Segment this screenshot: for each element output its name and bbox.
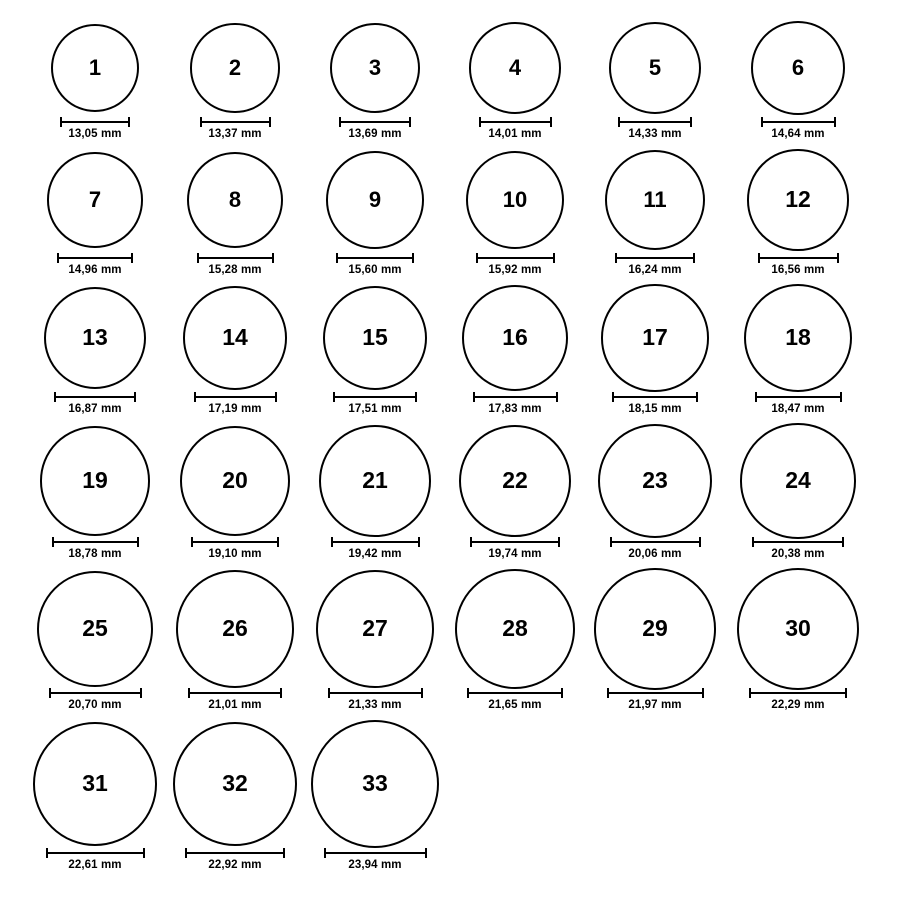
measure-line	[188, 692, 282, 694]
diameter-measure-bar	[476, 253, 555, 262]
measure-line	[194, 396, 277, 398]
measure-cap-left	[618, 117, 620, 127]
diameter-measure-bar	[60, 117, 130, 126]
diameter-measure-bar	[194, 392, 277, 401]
ring-size-number: 21	[362, 467, 388, 494]
diameter-measure-bar	[473, 392, 558, 401]
ring-circle	[751, 21, 845, 115]
measure-cap-left	[328, 688, 330, 698]
diameter-measure-bar	[615, 253, 695, 262]
measure-cap-left	[610, 537, 612, 547]
measure-cap-left	[200, 117, 202, 127]
diameter-measure-bar	[185, 848, 285, 857]
measure-line	[761, 121, 836, 123]
ring-circle	[598, 424, 712, 538]
ring-size-number: 31	[82, 770, 108, 797]
ring-size-number: 8	[228, 186, 242, 212]
measure-line	[336, 257, 414, 259]
measure-cap-right	[842, 537, 844, 547]
measure-line	[752, 541, 844, 543]
diameter-measure-bar	[336, 253, 414, 262]
diameter-label: 20,70 mm	[68, 699, 122, 711]
ring-size-number: 29	[642, 615, 668, 642]
measure-cap-left	[333, 392, 335, 402]
ring-size-number: 18	[785, 324, 811, 351]
measure-line	[328, 692, 423, 694]
measure-cap-right	[561, 688, 563, 698]
measure-cap-left	[57, 253, 59, 263]
measure-line	[46, 852, 145, 854]
diameter-measure-bar	[54, 392, 136, 401]
measure-cap-right	[137, 537, 139, 547]
ring-size-number: 20	[222, 467, 248, 494]
ring-circle	[319, 425, 431, 537]
diameter-measure-bar	[479, 117, 552, 126]
diameter-measure-bar	[191, 537, 279, 546]
ring-size-number: 23	[642, 467, 668, 494]
diameter-label: 19,42 mm	[348, 548, 402, 560]
measure-cap-right	[845, 688, 847, 698]
ring-size-number: 4	[508, 54, 522, 80]
measure-cap-right	[409, 117, 411, 127]
diameter-label: 17,51 mm	[348, 403, 402, 415]
measure-cap-right	[699, 537, 701, 547]
diameter-label: 14,64 mm	[771, 128, 825, 140]
diameter-label: 18,15 mm	[628, 403, 682, 415]
measure-cap-right	[837, 253, 839, 263]
ring-size-number: 30	[785, 615, 811, 642]
measure-cap-left	[46, 848, 48, 858]
measure-cap-right	[128, 117, 130, 127]
diameter-label: 14,01 mm	[488, 128, 542, 140]
measure-cap-left	[331, 537, 333, 547]
measure-line	[470, 541, 560, 543]
measure-line	[331, 541, 420, 543]
ring-circle	[459, 425, 572, 538]
ring-circle	[609, 22, 702, 115]
ring-size-number: 6	[791, 54, 805, 80]
measure-line	[476, 257, 555, 259]
measure-cap-left	[752, 537, 754, 547]
measure-line	[52, 541, 139, 543]
diameter-measure-bar	[324, 848, 427, 857]
measure-cap-right	[272, 253, 274, 263]
ring-circle	[180, 426, 291, 537]
ring-size-number: 25	[82, 615, 108, 642]
measure-cap-right	[418, 537, 420, 547]
measure-cap-left	[339, 117, 341, 127]
diameter-measure-bar	[749, 688, 847, 697]
ring-circle	[311, 720, 440, 849]
measure-cap-right	[140, 688, 142, 698]
ring-circle	[601, 284, 708, 391]
ring-size-number: 32	[222, 770, 248, 797]
diameter-label: 16,56 mm	[771, 264, 825, 276]
measure-line	[60, 121, 130, 123]
ring-size-number: 33	[362, 770, 388, 797]
measure-cap-right	[134, 392, 136, 402]
ring-circle	[462, 285, 568, 391]
diameter-measure-bar	[52, 537, 139, 546]
measure-cap-right	[277, 537, 279, 547]
measure-cap-left	[52, 537, 54, 547]
ring-circle	[455, 569, 575, 689]
ring-circle	[316, 570, 435, 689]
diameter-measure-bar	[610, 537, 701, 546]
diameter-label: 13,37 mm	[208, 128, 262, 140]
diameter-measure-bar	[755, 392, 842, 401]
measure-cap-right	[425, 848, 427, 858]
measure-cap-right	[412, 253, 414, 263]
measure-cap-left	[479, 117, 481, 127]
measure-cap-left	[476, 253, 478, 263]
ring-size-number: 2	[228, 54, 242, 80]
ring-size-number: 19	[82, 467, 108, 494]
measure-cap-right	[696, 392, 698, 402]
measure-cap-right	[550, 117, 552, 127]
diameter-measure-bar	[752, 537, 844, 546]
ring-circle	[323, 286, 428, 391]
measure-cap-left	[758, 253, 760, 263]
measure-cap-right	[275, 392, 277, 402]
diameter-label: 22,61 mm	[68, 859, 122, 871]
ring-circle	[47, 152, 142, 247]
ring-circle	[737, 568, 859, 690]
diameter-measure-bar	[188, 688, 282, 697]
measure-line	[57, 257, 133, 259]
measure-cap-left	[612, 392, 614, 402]
ring-size-number: 27	[362, 615, 388, 642]
ring-circle	[183, 286, 286, 389]
measure-cap-right	[558, 537, 560, 547]
ring-circle	[747, 149, 848, 250]
measure-cap-left	[749, 688, 751, 698]
ring-size-number: 14	[222, 324, 248, 351]
ring-circle	[44, 287, 146, 389]
measure-cap-right	[693, 253, 695, 263]
diameter-label: 21,65 mm	[488, 699, 542, 711]
diameter-label: 17,83 mm	[488, 403, 542, 415]
ring-size-number: 22	[502, 467, 528, 494]
measure-cap-left	[470, 537, 472, 547]
diameter-label: 15,28 mm	[208, 264, 262, 276]
measure-line	[755, 396, 842, 398]
diameter-measure-bar	[758, 253, 839, 262]
ring-circle	[187, 152, 283, 248]
measure-line	[324, 852, 427, 854]
measure-cap-left	[49, 688, 51, 698]
measure-line	[467, 692, 563, 694]
ring-circle	[40, 426, 149, 535]
ring-size-number: 15	[362, 324, 388, 351]
diameter-label: 21,33 mm	[348, 699, 402, 711]
measure-line	[185, 852, 285, 854]
measure-line	[200, 121, 271, 123]
ring-circle	[469, 22, 561, 114]
measure-cap-right	[280, 688, 282, 698]
ring-circle	[190, 23, 279, 112]
measure-line	[758, 257, 839, 259]
ring-size-number: 28	[502, 615, 528, 642]
measure-cap-left	[185, 848, 187, 858]
measure-cap-right	[834, 117, 836, 127]
diameter-measure-bar	[467, 688, 563, 697]
measure-cap-right	[556, 392, 558, 402]
diameter-label: 13,05 mm	[68, 128, 122, 140]
measure-cap-right	[283, 848, 285, 858]
measure-line	[197, 257, 274, 259]
diameter-label: 22,92 mm	[208, 859, 262, 871]
diameter-label: 20,38 mm	[771, 548, 825, 560]
diameter-label: 19,10 mm	[208, 548, 262, 560]
measure-cap-right	[131, 253, 133, 263]
diameter-measure-bar	[612, 392, 698, 401]
diameter-measure-bar	[46, 848, 145, 857]
ring-circle	[173, 722, 298, 847]
measure-cap-right	[269, 117, 271, 127]
measure-cap-left	[60, 117, 62, 127]
diameter-label: 15,60 mm	[348, 264, 402, 276]
measure-cap-left	[755, 392, 757, 402]
diameter-label: 14,33 mm	[628, 128, 682, 140]
diameter-label: 13,69 mm	[348, 128, 402, 140]
measure-line	[749, 692, 847, 694]
ring-circle	[466, 151, 565, 250]
measure-line	[618, 121, 692, 123]
ring-circle	[37, 571, 154, 688]
measure-line	[49, 692, 142, 694]
ring-circle	[33, 722, 157, 846]
diameter-measure-bar	[339, 117, 411, 126]
ring-circle	[605, 150, 705, 250]
measure-cap-left	[607, 688, 609, 698]
diameter-label: 21,97 mm	[628, 699, 682, 711]
diameter-measure-bar	[607, 688, 704, 697]
ring-size-number: 24	[785, 467, 811, 494]
measure-cap-left	[197, 253, 199, 263]
measure-cap-right	[702, 688, 704, 698]
diameter-measure-bar	[197, 253, 274, 262]
diameter-label: 18,78 mm	[68, 548, 122, 560]
measure-cap-left	[615, 253, 617, 263]
diameter-label: 16,87 mm	[68, 403, 122, 415]
measure-line	[54, 396, 136, 398]
diameter-label: 17,19 mm	[208, 403, 262, 415]
ring-circle	[594, 568, 715, 689]
ring-size-number: 3	[368, 54, 382, 80]
diameter-label: 16,24 mm	[628, 264, 682, 276]
measure-cap-right	[553, 253, 555, 263]
diameter-label: 18,47 mm	[771, 403, 825, 415]
measure-cap-right	[840, 392, 842, 402]
ring-circle	[740, 423, 855, 538]
ring-circle	[330, 23, 420, 113]
ring-circle	[326, 151, 424, 249]
measure-cap-left	[194, 392, 196, 402]
measure-line	[479, 121, 552, 123]
measure-line	[333, 396, 417, 398]
ring-size-number: 12	[785, 186, 811, 213]
diameter-label: 19,74 mm	[488, 548, 542, 560]
diameter-measure-bar	[49, 688, 142, 697]
measure-cap-left	[467, 688, 469, 698]
measure-cap-left	[188, 688, 190, 698]
measure-cap-left	[336, 253, 338, 263]
diameter-label: 21,01 mm	[208, 699, 262, 711]
measure-line	[473, 396, 558, 398]
diameter-label: 14,96 mm	[68, 264, 122, 276]
measure-line	[191, 541, 279, 543]
ring-size-number: 11	[643, 186, 667, 212]
measure-cap-left	[473, 392, 475, 402]
ring-circle	[744, 284, 852, 392]
measure-line	[607, 692, 704, 694]
diameter-label: 22,29 mm	[771, 699, 825, 711]
measure-cap-right	[421, 688, 423, 698]
measure-cap-left	[54, 392, 56, 402]
diameter-measure-bar	[331, 537, 420, 546]
measure-line	[339, 121, 411, 123]
measure-cap-right	[690, 117, 692, 127]
ring-size-number: 10	[502, 186, 528, 212]
measure-cap-left	[191, 537, 193, 547]
diameter-measure-bar	[470, 537, 560, 546]
diameter-measure-bar	[333, 392, 417, 401]
ring-size-number: 13	[82, 324, 108, 351]
diameter-measure-bar	[328, 688, 423, 697]
ring-size-number: 1	[88, 54, 102, 80]
diameter-label: 23,94 mm	[348, 859, 402, 871]
measure-cap-left	[761, 117, 763, 127]
measure-line	[615, 257, 695, 259]
ring-size-number: 9	[368, 186, 382, 212]
diameter-label: 15,92 mm	[488, 264, 542, 276]
diameter-measure-bar	[200, 117, 271, 126]
ring-size-number: 26	[222, 615, 248, 642]
ring-size-number: 17	[642, 324, 668, 351]
measure-cap-left	[324, 848, 326, 858]
measure-cap-right	[415, 392, 417, 402]
diameter-measure-bar	[761, 117, 836, 126]
ring-circle	[51, 24, 139, 112]
ring-size-number: 7	[88, 186, 102, 212]
ring-size-number: 16	[502, 324, 528, 351]
measure-line	[612, 396, 698, 398]
ring-size-number: 5	[648, 54, 662, 80]
diameter-measure-bar	[618, 117, 692, 126]
diameter-measure-bar	[57, 253, 133, 262]
ring-circle	[176, 570, 294, 688]
measure-cap-right	[143, 848, 145, 858]
diameter-label: 20,06 mm	[628, 548, 682, 560]
measure-line	[610, 541, 701, 543]
